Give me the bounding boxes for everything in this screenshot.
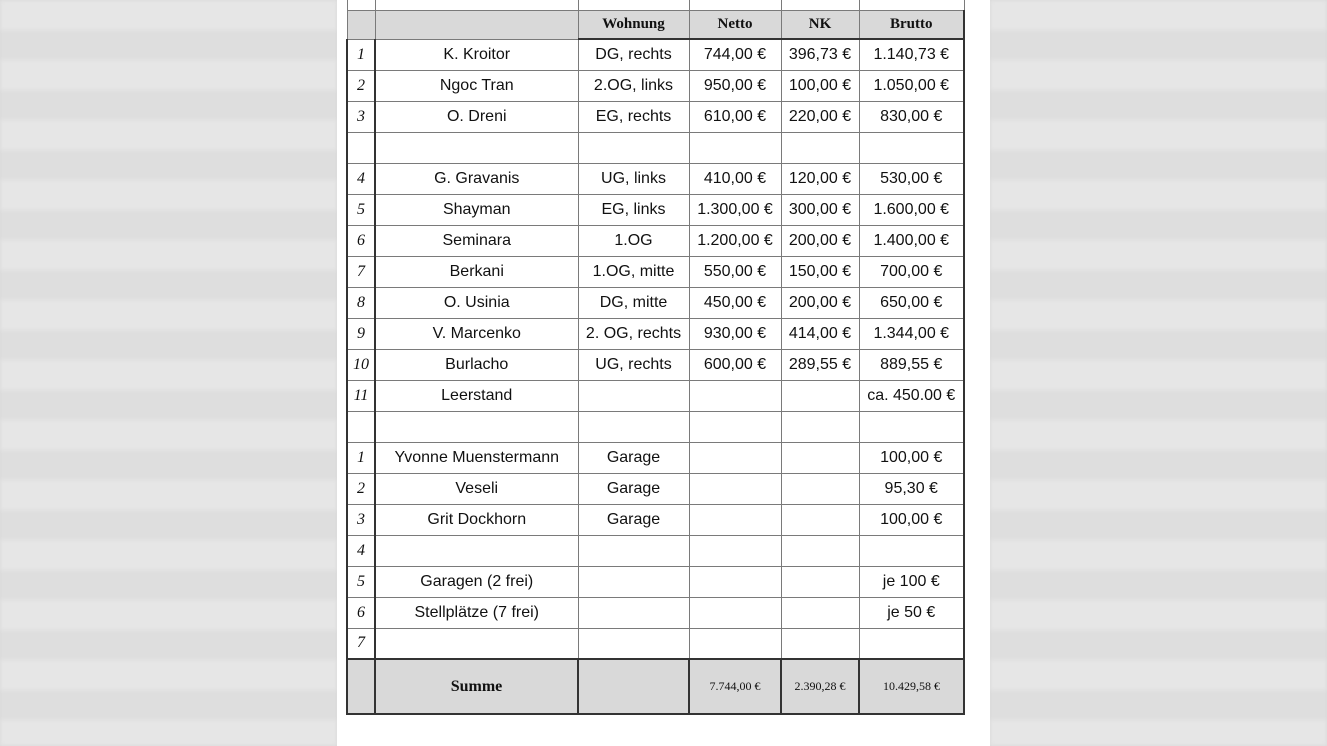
tenant-name-cell: Burlacho: [375, 349, 578, 380]
gross-rent-cell: 530,00 €: [859, 163, 964, 194]
row-number-cell: 5: [347, 194, 375, 225]
utility-costs-cell: [781, 411, 859, 442]
gross-rent-cell: ca. 450.00 €: [859, 380, 964, 411]
utility-costs-cell: 289,55 €: [781, 349, 859, 380]
table-row: [347, 535, 964, 566]
utility-costs-cell: 396,73 €: [781, 39, 859, 70]
table-row: [347, 442, 964, 473]
rent-table: [346, 0, 965, 715]
apartment-cell: [578, 380, 689, 411]
gross-rent-cell: je 50 €: [859, 597, 964, 628]
header-brutto: Brutto: [859, 10, 964, 39]
tenant-name-cell: O. Dreni: [375, 101, 578, 132]
tenant-name-cell: G. Gravanis: [375, 163, 578, 194]
table-row: [347, 194, 964, 225]
row-number-cell: 6: [347, 225, 375, 256]
tenant-name-cell: V. Marcenko: [375, 318, 578, 349]
tenant-name-cell: Leerstand: [375, 380, 578, 411]
table-row: [347, 132, 964, 163]
gross-rent-cell: 830,00 €: [859, 101, 964, 132]
net-rent-cell: [689, 535, 781, 566]
row-number-cell: 11: [347, 380, 375, 411]
net-rent-cell: 450,00 €: [689, 287, 781, 318]
top-strip-row: [347, 0, 964, 10]
apartment-cell: DG, mitte: [578, 287, 689, 318]
net-rent-cell: 600,00 €: [689, 349, 781, 380]
utility-costs-cell: 200,00 €: [781, 225, 859, 256]
apartment-cell: 2. OG, rechts: [578, 318, 689, 349]
table-row: [347, 256, 964, 287]
net-rent-cell: [689, 628, 781, 659]
row-number-cell: 1: [347, 39, 375, 70]
apartment-cell: 1.OG, mitte: [578, 256, 689, 287]
utility-costs-cell: 200,00 €: [781, 287, 859, 318]
gross-rent-cell: [859, 132, 964, 163]
header-wohnung: Wohnung: [578, 10, 689, 39]
apartment-cell: [578, 132, 689, 163]
utility-costs-cell: [781, 442, 859, 473]
apartment-cell: Garage: [578, 473, 689, 504]
summary-blank: [347, 659, 375, 714]
tenant-name-cell: Seminara: [375, 225, 578, 256]
apartment-cell: Garage: [578, 442, 689, 473]
utility-costs-cell: 100,00 €: [781, 70, 859, 101]
gross-rent-cell: [859, 411, 964, 442]
blurred-background-left: [0, 0, 337, 746]
row-number-cell: 1: [347, 442, 375, 473]
row-number-cell: 4: [347, 535, 375, 566]
gross-rent-cell: [859, 628, 964, 659]
tenant-name-cell: [375, 628, 578, 659]
table-row: [347, 411, 964, 442]
apartment-cell: UG, rechts: [578, 349, 689, 380]
row-number-cell: 7: [347, 628, 375, 659]
utility-costs-cell: [781, 132, 859, 163]
row-number-cell: 4: [347, 163, 375, 194]
row-number-cell: 5: [347, 566, 375, 597]
blurred-background-right: [990, 0, 1327, 746]
gross-rent-cell: 100,00 €: [859, 504, 964, 535]
gross-rent-cell: 1.600,00 €: [859, 194, 964, 225]
table-row: [347, 597, 964, 628]
summary-brutto: 10.429,58 €: [859, 659, 964, 714]
utility-costs-cell: [781, 597, 859, 628]
utility-costs-cell: 300,00 €: [781, 194, 859, 225]
row-number-cell: [347, 132, 375, 163]
row-number-cell: 3: [347, 101, 375, 132]
net-rent-cell: 950,00 €: [689, 70, 781, 101]
net-rent-cell: [689, 442, 781, 473]
gross-rent-cell: 889,55 €: [859, 349, 964, 380]
row-number-cell: 10: [347, 349, 375, 380]
apartment-cell: [578, 628, 689, 659]
gross-rent-cell: 1.140,73 €: [859, 39, 964, 70]
utility-costs-cell: [781, 566, 859, 597]
header-blank: [347, 10, 375, 39]
gross-rent-cell: [859, 535, 964, 566]
table-row: [347, 628, 964, 659]
tenant-name-cell: Berkani: [375, 256, 578, 287]
table-row: [347, 70, 964, 101]
gross-rent-cell: 700,00 €: [859, 256, 964, 287]
row-number-cell: [347, 411, 375, 442]
gross-rent-cell: 1.400,00 €: [859, 225, 964, 256]
apartment-cell: [578, 535, 689, 566]
net-rent-cell: 1.200,00 €: [689, 225, 781, 256]
tenant-name-cell: Veseli: [375, 473, 578, 504]
row-number-cell: 2: [347, 70, 375, 101]
row-number-cell: 2: [347, 473, 375, 504]
header-netto: Netto: [689, 10, 781, 39]
apartment-cell: UG, links: [578, 163, 689, 194]
net-rent-cell: [689, 566, 781, 597]
row-number-cell: 6: [347, 597, 375, 628]
table-row: [347, 287, 964, 318]
apartment-cell: [578, 411, 689, 442]
tenant-name-cell: Garagen (2 frei): [375, 566, 578, 597]
tenant-name-cell: Shayman: [375, 194, 578, 225]
net-rent-cell: [689, 504, 781, 535]
gross-rent-cell: 1.050,00 €: [859, 70, 964, 101]
table-row: [347, 318, 964, 349]
utility-costs-cell: [781, 504, 859, 535]
net-rent-cell: 930,00 €: [689, 318, 781, 349]
tenant-name-cell: O. Usinia: [375, 287, 578, 318]
table-row: [347, 225, 964, 256]
net-rent-cell: [689, 380, 781, 411]
utility-costs-cell: [781, 628, 859, 659]
apartment-cell: [578, 597, 689, 628]
header-nk: NK: [781, 10, 859, 39]
table-row: [347, 380, 964, 411]
tenant-name-cell: Grit Dockhorn: [375, 504, 578, 535]
utility-costs-cell: [781, 535, 859, 566]
apartment-cell: 1.OG: [578, 225, 689, 256]
gross-rent-cell: 95,30 €: [859, 473, 964, 504]
apartment-cell: EG, links: [578, 194, 689, 225]
apartment-cell: EG, rechts: [578, 101, 689, 132]
table-row: [347, 349, 964, 380]
row-number-cell: 7: [347, 256, 375, 287]
net-rent-cell: 410,00 €: [689, 163, 781, 194]
summary-nk: 2.390,28 €: [781, 659, 859, 714]
tenant-name-cell: Ngoc Tran: [375, 70, 578, 101]
utility-costs-cell: 150,00 €: [781, 256, 859, 287]
header-row: [347, 10, 964, 39]
table-row: [347, 39, 964, 70]
tenant-name-cell: Yvonne Muenstermann: [375, 442, 578, 473]
apartment-cell: 2.OG, links: [578, 70, 689, 101]
row-number-cell: 9: [347, 318, 375, 349]
gross-rent-cell: 100,00 €: [859, 442, 964, 473]
net-rent-cell: 550,00 €: [689, 256, 781, 287]
row-number-cell: 3: [347, 504, 375, 535]
row-number-cell: 8: [347, 287, 375, 318]
summary-row: [347, 659, 964, 714]
net-rent-cell: [689, 597, 781, 628]
net-rent-cell: [689, 473, 781, 504]
utility-costs-cell: 414,00 €: [781, 318, 859, 349]
utility-costs-cell: [781, 473, 859, 504]
utility-costs-cell: 220,00 €: [781, 101, 859, 132]
table-row: [347, 473, 964, 504]
tenant-name-cell: Stellplätze (7 frei): [375, 597, 578, 628]
tenant-name-cell: [375, 132, 578, 163]
net-rent-cell: 744,00 €: [689, 39, 781, 70]
summary-wohnung-blank: [578, 659, 689, 714]
apartment-cell: [578, 566, 689, 597]
apartment-cell: Garage: [578, 504, 689, 535]
gross-rent-cell: je 100 €: [859, 566, 964, 597]
table-row: [347, 163, 964, 194]
utility-costs-cell: [781, 380, 859, 411]
net-rent-cell: [689, 411, 781, 442]
document-page: [337, 0, 990, 746]
net-rent-cell: [689, 132, 781, 163]
tenant-name-cell: [375, 535, 578, 566]
net-rent-cell: 1.300,00 €: [689, 194, 781, 225]
tenant-name-cell: K. Kroitor: [375, 39, 578, 70]
table-row: [347, 101, 964, 132]
apartment-cell: DG, rechts: [578, 39, 689, 70]
table-row: [347, 504, 964, 535]
header-blank-name: [375, 10, 578, 39]
gross-rent-cell: 650,00 €: [859, 287, 964, 318]
tenant-name-cell: [375, 411, 578, 442]
net-rent-cell: 610,00 €: [689, 101, 781, 132]
utility-costs-cell: 120,00 €: [781, 163, 859, 194]
summary-label: Summe: [375, 659, 578, 714]
gross-rent-cell: 1.344,00 €: [859, 318, 964, 349]
summary-netto: 7.744,00 €: [689, 659, 781, 714]
table-row: [347, 566, 964, 597]
